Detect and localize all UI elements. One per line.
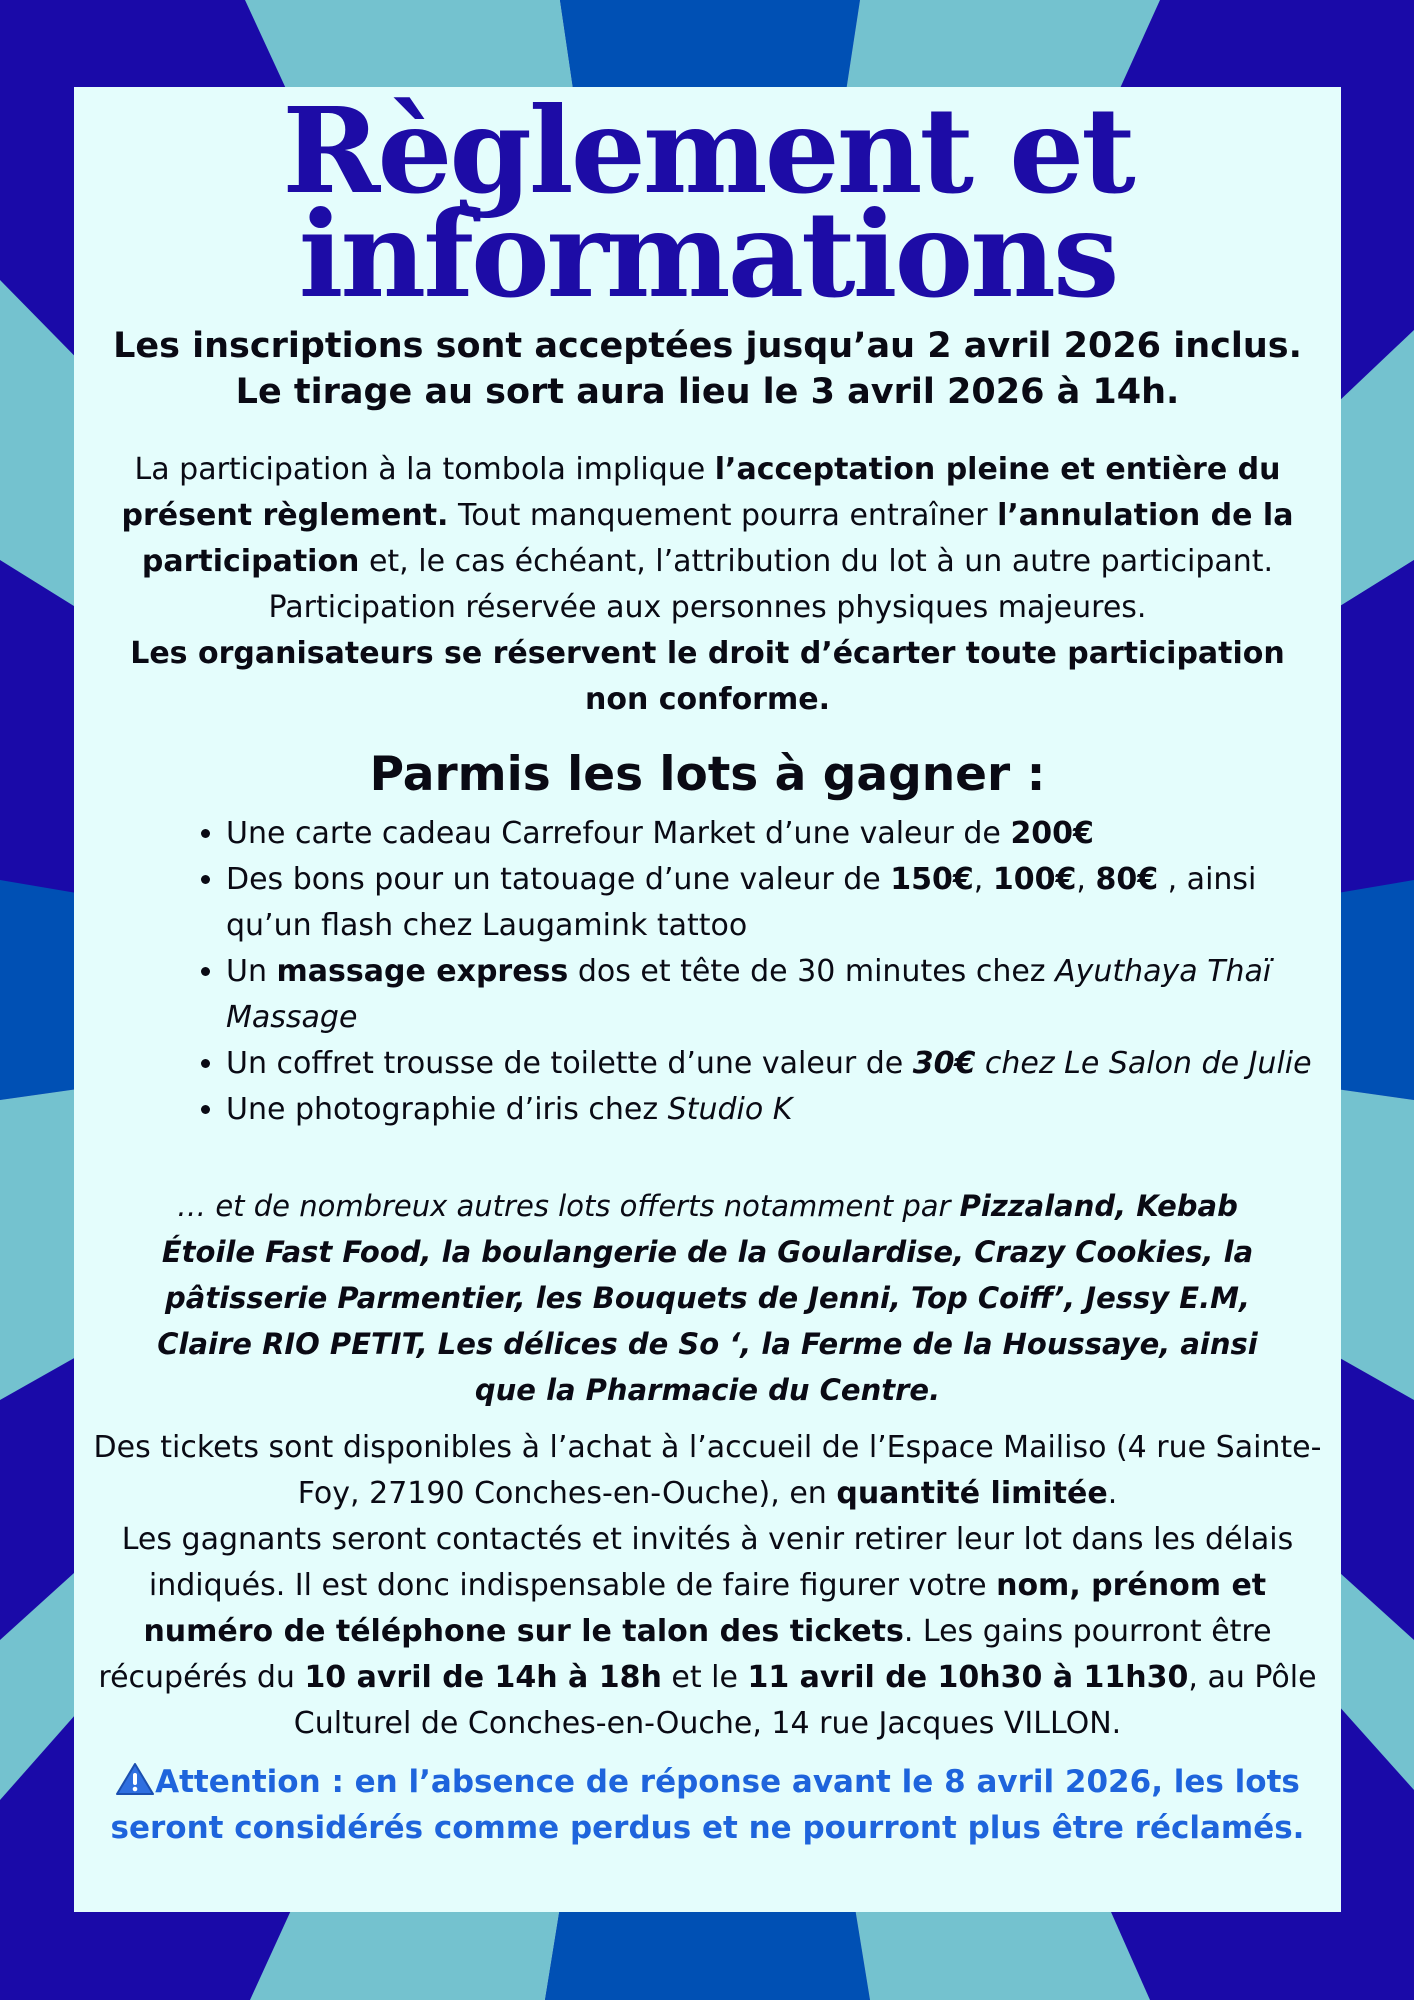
list-item [226,811,1329,857]
tickets-info [92,1425,1323,1517]
info-text: . Les gains pourront être récupérés du [98,1613,1272,1695]
page-title [86,81,1329,324]
organizer-rights-text: Les organisateurs se réservent le droit d’écarter toute participation non conforme. [130,635,1285,717]
registration-deadline: Les inscriptions sont acceptées jusqu’au 2 avril 2026 inclus. [113,325,1302,366]
prize-value: 200€ [1010,815,1094,851]
info-text: Les gagnants seront contactés et invités à venir retirer leur lot dans les délais indiqués. Il est donc indispensable de faire figurer votre [121,1521,1294,1603]
partners-paragraph [126,1183,1289,1413]
prize-text: Une photographie d’iris chez [226,1091,668,1127]
prize-text: , [1076,861,1096,897]
draw-date: Le tirage au sort aura lieu le 3 avril 2026 à 14h. [235,371,1180,412]
rules-emphasis: l’acceptation pleine et entière du présent règlement. [121,451,1281,533]
info-text: , au Pôle Culturel de Conches-en-Ouche, 14 rue Jacques VILLON. [293,1659,1317,1741]
rules-paragraph [106,447,1309,585]
key-dates [86,323,1329,415]
prize-value: 30€ [912,1045,976,1081]
info-emphasis: nom, prénom et numéro de téléphone sur le talon des tickets [143,1567,1267,1649]
list-item [226,1041,1329,1087]
prize-text: , ainsi qu’un flash chez Laugamink tattoo [226,861,1257,943]
info-emphasis: quantité limitée [836,1475,1108,1511]
rules-section [106,447,1309,723]
prize-provider: Studio K [667,1091,793,1127]
list-item [226,857,1329,949]
warning-text: Attention : en l’absence de réponse avant le 8 avril 2026, les lots seront considérés comme perdus et ne pourront plus être réclamés. [110,1763,1305,1846]
info-emphasis: 10 avril de 14h à 18h [304,1659,662,1695]
rules-text: Tout manquement pourra entraîner [448,497,998,533]
organizer-rights [106,631,1309,723]
practical-info [92,1425,1323,1747]
prize-text: Un coffret trousse de toilette d’une valeur de [226,1045,913,1081]
rules-text: et, le cas échéant, l’attribution du lot à un autre participant. [359,543,1274,579]
partners-names: Pizzaland, Kebab Étoile Fast Food, la boulangerie de la Goulardise, Crazy Cookies, la pâtisserie Parmentier, les Bouquets de Jenni, Top Coiff’, Jessy E.M, Claire RIO PETIT, Les délices de So ‘, la Ferme de la Houssaye, ainsi que la Pharmacie du Centre. [157,1188,1258,1407]
prize-text: Des bons pour un tatouage d’une valeur de [226,861,891,897]
warning-icon [115,1762,155,1796]
title-line-2: informations [298,184,1117,324]
prize-provider: Ayuthaya Thaï Massage [226,953,1272,1035]
rules-text: La participation à la tombola implique [134,451,715,487]
prize-text: , [973,861,993,897]
prize-emphasis: massage express [276,953,569,989]
info-text: . [1107,1475,1118,1511]
winners-info [92,1517,1323,1747]
prize-provider: chez Le Salon de Julie [975,1045,1312,1081]
prize-text: Une carte cadeau Carrefour Market d’une valeur de [226,815,1011,851]
prize-value: 100€ [992,861,1077,897]
prizes-list [186,811,1329,1133]
info-text: et le [661,1659,748,1695]
age-requirement: Participation réservée aux personnes physiques majeures. [268,589,1147,625]
title-line-1: Règlement et [282,81,1133,220]
info-emphasis: 11 avril de 10h30 à 11h30 [747,1659,1189,1695]
prize-text: dos et tête de 30 minutes chez [568,953,1056,989]
content-panel [74,81,1341,1912]
partners-intro: … et de nombreux autres lots offerts notamment par [177,1188,960,1223]
list-item [226,949,1329,1041]
prize-value: 80€ [1095,861,1159,897]
prize-value: 150€ [890,861,974,897]
info-text: Des tickets sont disponibles à l’achat à l’accueil de l’Espace Mailiso (4 rue Sainte-Foy, 27190 Conches-en-Ouche), en [93,1429,1322,1511]
warning-notice [106,1759,1309,1851]
list-item [226,1087,1329,1133]
prize-text: Un [226,953,277,989]
rules-emphasis: l’annulation de la participation [141,497,1294,579]
prizes-heading: Parmis les lots à gagner : [369,746,1046,802]
